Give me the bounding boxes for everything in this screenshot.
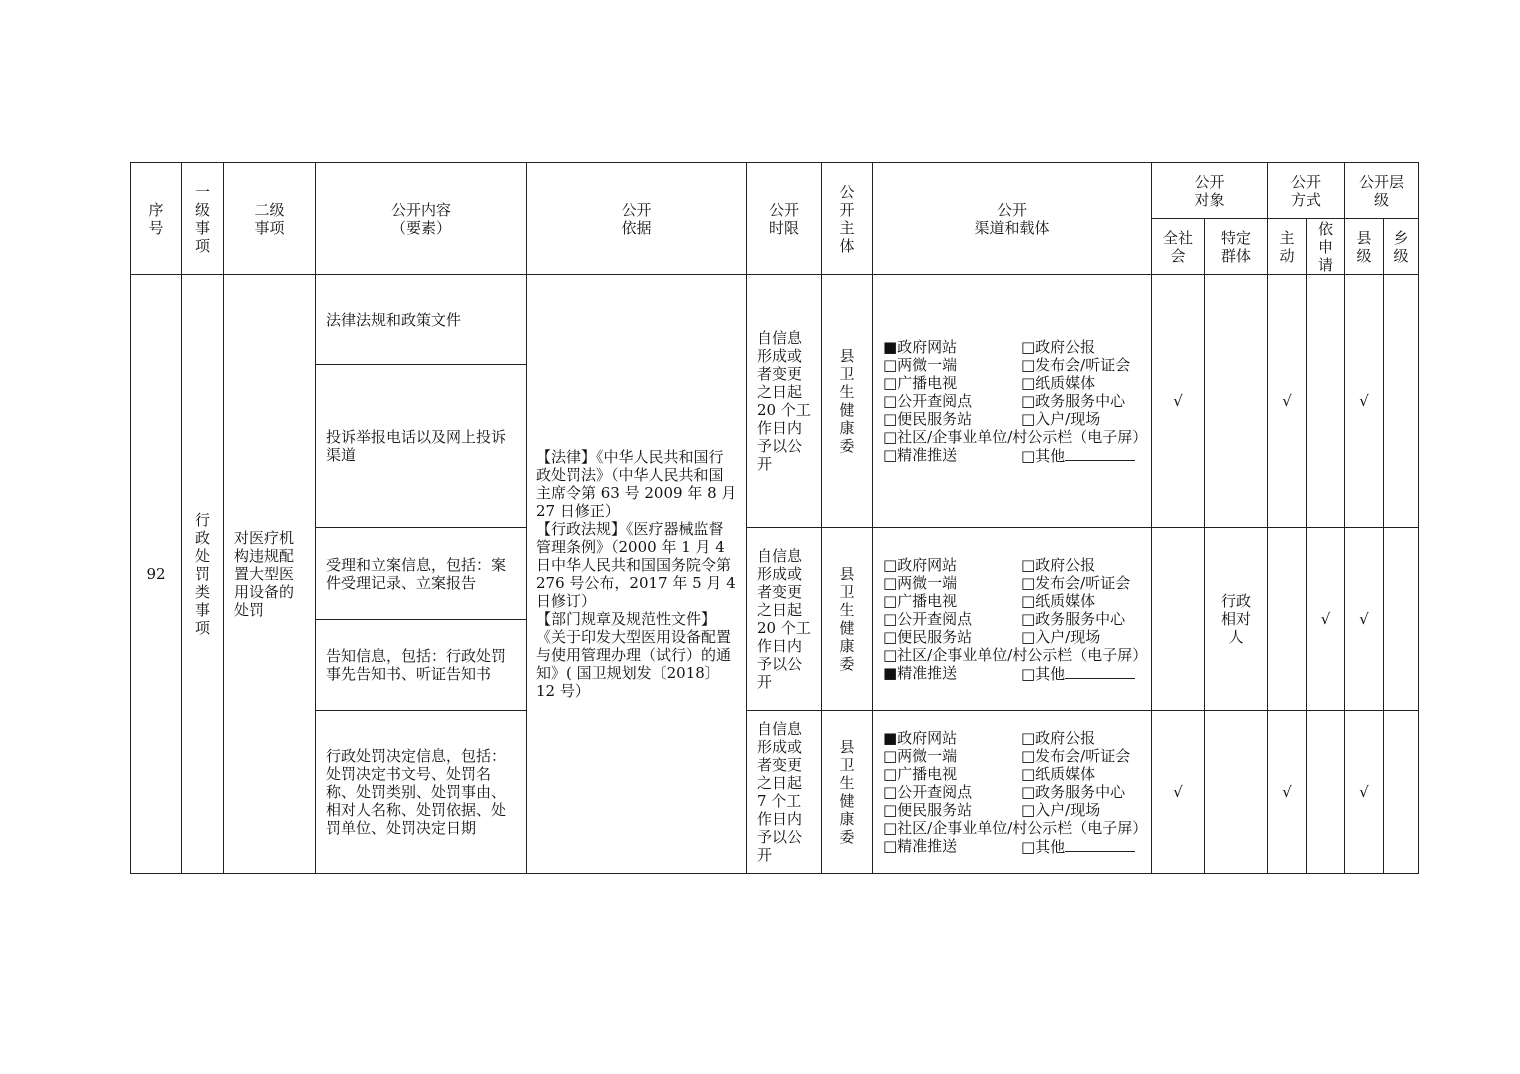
header-time-limit: 公开 时限 — [747, 163, 822, 275]
channel-option: □公开查阅点 — [883, 391, 973, 410]
mark-target-specific: 行政 相对 人 — [1205, 528, 1268, 711]
mark-method-request — [1307, 711, 1345, 874]
subject: 县 卫 生 健 康 委 — [822, 711, 873, 874]
header-method-request: 依 申 请 — [1307, 219, 1345, 275]
channels-grid — [883, 555, 1148, 683]
channel-option: □政府公报 — [1021, 337, 1096, 356]
channel-option: □政府公报 — [1021, 728, 1096, 747]
channel-option: □入户/现场 — [1021, 627, 1101, 646]
channel-option: □其他 — [1021, 446, 1143, 465]
channel-option: □入户/现场 — [1021, 409, 1101, 428]
channels-cell — [873, 528, 1152, 711]
channel-option: □政务服务中心 — [1021, 609, 1126, 628]
channel-option: □政府网站 — [883, 555, 958, 574]
channel-option: □广播电视 — [883, 373, 958, 392]
channel-option: □发布会/听证会 — [1021, 355, 1131, 374]
channels-grid — [883, 728, 1148, 856]
content-item: 投诉举报电话以及网上投诉渠道 — [316, 365, 527, 528]
channel-option: □便民服务站 — [883, 627, 973, 646]
header-channels: 公开 渠道和载体 — [873, 163, 1152, 275]
channel-option: □政府公报 — [1021, 555, 1096, 574]
channel-option: □其他 — [1021, 664, 1143, 683]
channel-option: □公开查阅点 — [883, 782, 973, 801]
mark-method-active: √ — [1268, 711, 1307, 874]
header-target-specific: 特定 群体 — [1205, 219, 1268, 275]
mark-level-township — [1384, 711, 1419, 874]
mark-level-county: √ — [1345, 711, 1384, 874]
header-basis: 公开 依据 — [527, 163, 747, 275]
channel-option: □公开查阅点 — [883, 609, 973, 628]
row-seq: 92 — [131, 275, 182, 874]
time-limit: 自信息 形成或 者变更 之日起 20 个工 作日内 予以公 开 — [747, 528, 822, 711]
mark-target-specific — [1205, 711, 1268, 874]
mark-target-specific — [1205, 275, 1268, 528]
fill-in-blank — [1065, 837, 1135, 852]
mark-method-active: √ — [1268, 275, 1307, 528]
content-item: 法律法规和政策文件 — [316, 275, 527, 365]
mark-target-all — [1152, 528, 1205, 711]
header-subject: 公 开 主 体 — [822, 163, 873, 275]
channel-option: □精准推送 — [883, 445, 958, 464]
header-level1: 一 级 事 项 — [182, 163, 224, 275]
header-level-township: 乡 级 — [1384, 219, 1419, 275]
header-level-county: 县 级 — [1345, 219, 1384, 275]
channel-option: □其他 — [1021, 837, 1143, 856]
channel-option: □纸质媒体 — [1021, 764, 1096, 783]
content-item: 行政处罚决定信息，包括：处罚决定书文号、处罚名称、处罚类别、处罚事由、相对人名称、处罚依据、处罚单位、处罚决定日期 — [316, 711, 527, 874]
channel-option: □社区/企事业单位/村公示栏（电子屏） — [883, 427, 1148, 446]
header-method: 公开 方式 — [1268, 163, 1345, 219]
channel-option: □两微一端 — [883, 573, 958, 592]
channels-grid — [883, 337, 1148, 465]
channel-option: □两微一端 — [883, 746, 958, 765]
header-target: 公开 对象 — [1152, 163, 1268, 219]
channel-option: □发布会/听证会 — [1021, 573, 1131, 592]
header-content: 公开内容 （要素） — [316, 163, 527, 275]
channel-option: □精准推送 — [883, 836, 958, 855]
content-item: 告知信息，包括：行政处罚事先告知书、听证告知书 — [316, 620, 527, 711]
channel-option: ■精准推送 — [883, 663, 958, 682]
mark-method-request: √ — [1307, 528, 1345, 711]
mark-level-county: √ — [1345, 275, 1384, 528]
channel-option: □社区/企事业单位/村公示栏（电子屏） — [883, 818, 1148, 837]
fill-in-blank — [1065, 446, 1135, 461]
row-level1: 行 政 处 罚 类 事 项 — [182, 275, 224, 874]
mark-level-township — [1384, 275, 1419, 528]
subject: 县 卫 生 健 康 委 — [822, 528, 873, 711]
channel-option: □政务服务中心 — [1021, 782, 1126, 801]
channels-cell — [873, 711, 1152, 874]
time-limit: 自信息 形成或 者变更 之日起 7 个工 作日内 予以公 开 — [747, 711, 822, 874]
content-item: 受理和立案信息，包括：案件受理记录、立案报告 — [316, 528, 527, 620]
mark-level-township — [1384, 528, 1419, 711]
channel-option: □政务服务中心 — [1021, 391, 1126, 410]
channel-option: □广播电视 — [883, 764, 958, 783]
channel-option: □便民服务站 — [883, 409, 973, 428]
mark-method-request — [1307, 275, 1345, 528]
mark-target-all: √ — [1152, 711, 1205, 874]
disclosure-table — [130, 162, 1419, 874]
channel-option: □便民服务站 — [883, 800, 973, 819]
channel-option: □社区/企事业单位/村公示栏（电子屏） — [883, 645, 1148, 664]
mark-method-active — [1268, 528, 1307, 711]
channel-option: □发布会/听证会 — [1021, 746, 1131, 765]
time-limit: 自信息 形成或 者变更 之日起 20 个工 作日内 予以公 开 — [747, 275, 822, 528]
subject: 县 卫 生 健 康 委 — [822, 275, 873, 528]
row-basis: 【法律】《中华人民共和国行政处罚法》（中华人民共和国主席令第 63 号 2009 年 8 月 27 日修正） 【行政法规】《医疗器械监督管理条例》（2000 年 1 月 4 日中华人民共和国国务院令第 276 号公布，2017 年 5 月 4 日修订） 【部门规章及规范性文件】《关于印发大型医用设备配置与使用管理办理（试行）的通知》( 国卫规划发〔2018〕12 号） — [527, 275, 747, 874]
header-level2: 二级 事项 — [224, 163, 316, 275]
mark-target-all: √ — [1152, 275, 1205, 528]
channel-option: □纸质媒体 — [1021, 591, 1096, 610]
channel-option: □纸质媒体 — [1021, 373, 1096, 392]
header-method-active: 主 动 — [1268, 219, 1307, 275]
channels-cell — [873, 275, 1152, 528]
channel-option: □两微一端 — [883, 355, 958, 374]
fill-in-blank — [1065, 664, 1135, 679]
channel-option: □入户/现场 — [1021, 800, 1101, 819]
header-target-all: 全社 会 — [1152, 219, 1205, 275]
header-level: 公开层 级 — [1345, 163, 1419, 219]
channel-option: ■政府网站 — [883, 337, 958, 356]
row-level2: 对医疗机 构违规配 置大型医 用设备的 处罚 — [224, 275, 316, 874]
mark-level-county: √ — [1345, 528, 1384, 711]
channel-option: ■政府网站 — [883, 728, 958, 747]
header-seq: 序 号 — [131, 163, 182, 275]
channel-option: □广播电视 — [883, 591, 958, 610]
